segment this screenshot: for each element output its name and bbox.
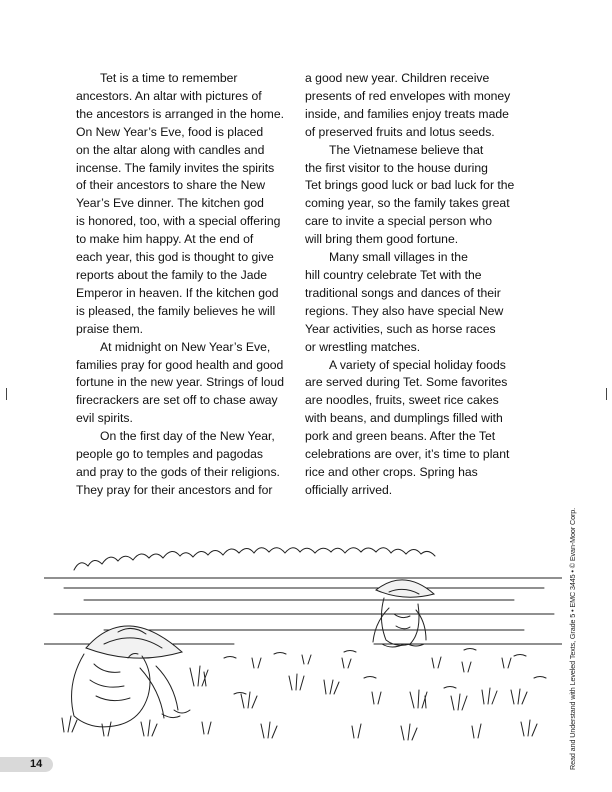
text-line: the ancestors is arranged in the home.: [76, 106, 284, 121]
text-line: fortune in the new year. Strings of loud: [76, 375, 284, 390]
text-line: the first visitor to the house during: [305, 160, 488, 175]
text-line: care to invite a special person who: [305, 214, 492, 229]
text-line: Many small villages in the: [329, 250, 468, 265]
text-line: a good new year. Children receive: [305, 71, 490, 85]
page-number-tab: [0, 757, 53, 772]
text-line: coming year, so the family takes great: [305, 196, 510, 211]
text-line: inside, and families enjoy treats made: [305, 106, 509, 121]
paragraph-first-visitor: [305, 142, 517, 249]
text-line: is honored, too, with a special offering: [76, 214, 281, 229]
text-line: traditional songs and dances of their: [305, 285, 501, 300]
right-registration-mark: [606, 388, 607, 400]
text-line: of their ancestors to share the New: [76, 178, 266, 193]
text-line: rice and other crops. Spring has: [305, 464, 478, 479]
left-text-column: [76, 70, 288, 500]
text-line: are noodles, fruits, sweet rice cakes: [305, 393, 499, 408]
text-line: will bring them good fortune.: [305, 232, 459, 247]
paragraph-midnight: [76, 339, 288, 429]
left-registration-mark: [6, 388, 7, 400]
text-line: families pray for good health and good: [76, 357, 284, 372]
text-line: The Vietnamese believe that: [329, 142, 484, 157]
text-line: or wrestling matches.: [305, 339, 421, 354]
page-number: 14: [30, 758, 43, 770]
text-line: presents of red envelopes with money: [305, 88, 511, 103]
text-line: each year, this god is thought to give: [76, 250, 274, 265]
text-line: officially arrived.: [305, 482, 393, 497]
text-line: Year activities, such as horse races: [305, 321, 496, 336]
text-line: pork and green beans. After the Tet: [305, 429, 496, 444]
paragraph-presents: [305, 70, 517, 142]
text-line: On the first day of the New Year,: [100, 429, 275, 444]
text-line: They pray for their ancestors and for: [76, 482, 273, 497]
text-line: firecrackers are set off to chase away: [76, 393, 278, 408]
text-line: evil spirits.: [76, 411, 133, 426]
text-line: and pray to the gods of their religions.: [76, 464, 280, 479]
text-line: of preserved fruits and lotus seeds.: [305, 124, 495, 139]
text-line: people go to temples and pagodas: [76, 447, 264, 462]
paragraph-first-day: [76, 428, 288, 500]
paragraph-villages: [305, 249, 517, 356]
paragraph-ancestors: [76, 70, 288, 339]
text-line: On New Year’s Eve, food is placed: [76, 124, 264, 139]
text-line: celebrations are over, it’s time to plant: [305, 447, 510, 462]
text-line: ancestors. An altar with pictures of: [76, 88, 262, 103]
text-line: to make him happy. At the end of: [76, 232, 254, 247]
rice-planting-illustration: [44, 518, 562, 750]
text-line: incense. The family invites the spirits: [76, 160, 275, 175]
text-line: A variety of special holiday foods: [329, 357, 506, 372]
text-line: Emperor in heaven. If the kitchen god: [76, 285, 279, 300]
text-line: is pleased, the family believes he will: [76, 303, 276, 318]
text-line: Year’s Eve dinner. The kitchen god: [76, 196, 264, 211]
text-line: reports about the family to the Jade: [76, 267, 268, 282]
text-line: Tet is a time to remember: [100, 71, 238, 85]
text-line: At midnight on New Year’s Eve,: [100, 339, 271, 354]
text-line: with beans, and dumplings filled with: [305, 411, 503, 426]
text-line: are served during Tet. Some favorites: [305, 375, 508, 390]
text-line: Tet brings good luck or bad luck for the: [305, 178, 515, 193]
paragraph-holiday-foods: [305, 357, 517, 500]
text-line: regions. They also have special New: [305, 303, 504, 318]
side-credit-line: Read and Understand with Leveled Texts, Grade 5 • EMC 3445 • © Evan-Moor Corp.: [568, 507, 577, 770]
text-line: praise them.: [76, 321, 144, 336]
text-line: hill country celebrate Tet with the: [305, 267, 482, 282]
right-text-column: [305, 70, 517, 500]
text-line: on the altar along with candles and: [76, 142, 265, 157]
